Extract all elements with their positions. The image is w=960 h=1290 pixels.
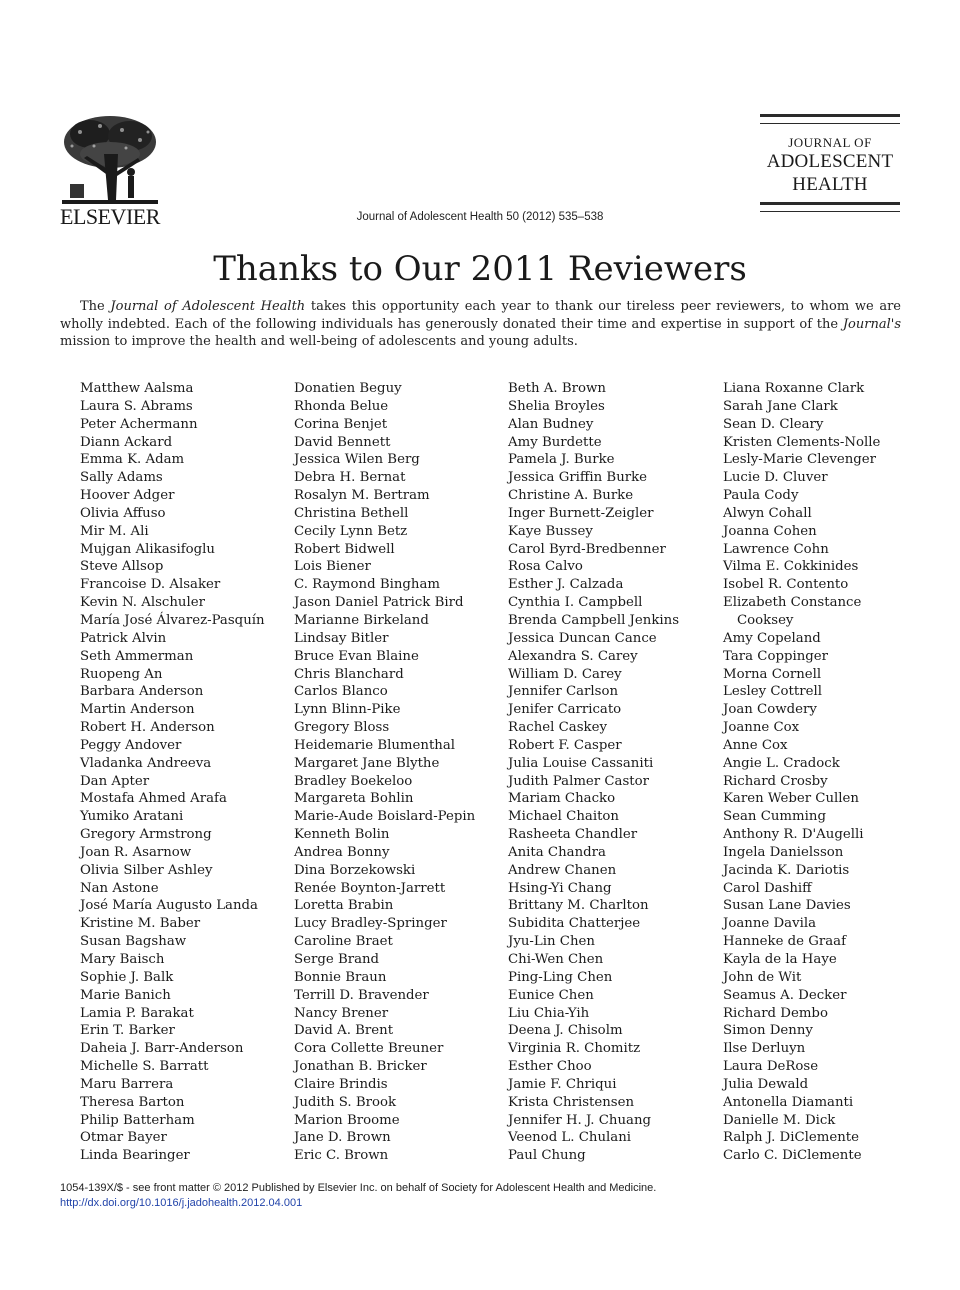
reviewer-name: Michelle S. Barratt — [80, 1059, 209, 1075]
reviewer-name: Sally Adams — [80, 470, 163, 486]
reviewer-name: Olivia Affuso — [80, 505, 166, 521]
reviewer-name: Renée Boynton-Jarrett — [294, 880, 446, 896]
reviewer-name: Francoise D. Alsaker — [80, 577, 221, 593]
reviewer-name: Lynn Blinn-Pike — [294, 702, 401, 718]
reviewer-name: Isobel R. Contento — [723, 577, 849, 593]
intro-journal-title: Journal of Adolescent Health — [110, 299, 306, 314]
reviewer-name: Otmar Bayer — [80, 1130, 167, 1146]
reviewer-name: Kristen Clements-Nolle — [723, 434, 881, 450]
reviewer-name: Paula Cody — [723, 488, 799, 504]
page-title: Thanks to Our 2011 Reviewers — [213, 249, 747, 289]
reviewer-name: Julia Dewald — [723, 1076, 809, 1092]
reviewer-name: Cynthia I. Campbell — [508, 595, 643, 611]
reviewer-name: Joanna Cohen — [723, 523, 817, 539]
reviewer-name: Robert H. Anderson — [80, 720, 215, 736]
reviewer-name: Anthony R. D'Augelli — [723, 827, 864, 843]
reviewer-name: Olivia Silber Ashley — [80, 862, 213, 878]
reviewer-name: Loretta Brabin — [294, 898, 394, 914]
reviewer-name: Cooksey — [737, 612, 794, 628]
reviewer-name: Martin Anderson — [80, 702, 195, 718]
reviewer-name: Sean D. Cleary — [723, 416, 824, 432]
masthead-line-2: ADOLESCENT — [766, 151, 894, 172]
reviewer-name: Yumiko Aratani — [80, 809, 184, 825]
reviewer-name: Joanne Cox — [723, 720, 800, 736]
reviewer-name: Nan Astone — [80, 880, 159, 896]
reviewer-name: Jamie F. Chriqui — [508, 1076, 617, 1092]
reviewer-name: Mujgan Alikasifoglu — [80, 541, 215, 557]
reviewer-name: Jenifer Carricato — [508, 702, 622, 718]
reviewer-name: Margareta Bohlin — [294, 791, 414, 807]
reviewer-name: Eunice Chen — [508, 987, 594, 1003]
reviewer-name: John de Wit — [723, 969, 802, 985]
reviewer-name: Ralph J. DiClemente — [723, 1130, 860, 1146]
reviewer-name: Jennifer H. J. Chuang — [508, 1112, 652, 1128]
reviewer-name: Shelia Broyles — [508, 398, 605, 414]
masthead-bottom-rule — [760, 202, 900, 212]
reviewer-name: Nancy Brener — [294, 1005, 389, 1021]
reviewer-name: Lindsay Bitler — [294, 630, 389, 646]
reviewer-name: Alexandra S. Carey — [508, 648, 638, 664]
reviewer-name: Susan Bagshaw — [80, 934, 187, 950]
reviewer-name: Gregory Armstrong — [80, 827, 212, 843]
reviewer-name: Philip Batterham — [80, 1112, 195, 1128]
reviewer-name: Cecily Lynn Betz — [294, 523, 408, 539]
reviewer-name: Maru Barrera — [80, 1076, 174, 1092]
reviewer-name: Barbara Anderson — [80, 684, 204, 700]
reviewer-name: Kayla de la Haye — [723, 952, 837, 967]
masthead-line-1: JOURNAL OF — [788, 135, 872, 150]
reviewer-name: Anita Chandra — [508, 844, 606, 860]
reviewer-name: Emma K. Adam — [80, 452, 185, 468]
reviewer-name: Serge Brand — [294, 952, 380, 967]
reviewer-name: Amy Burdette — [508, 434, 602, 450]
reviewer-name: Mary Baisch — [80, 952, 165, 967]
reviewer-name: Bonnie Braun — [294, 969, 387, 985]
reviewer-name: Marion Broome — [294, 1112, 400, 1128]
reviewer-name: Vladanka Andreeva — [80, 755, 212, 771]
reviewer-name: María José Álvarez-Pasquín — [80, 612, 265, 628]
reviewer-name: Jessica Duncan Cance — [508, 630, 657, 646]
reviewer-name: Marie-Aude Boislard-Pepin — [294, 809, 476, 825]
reviewer-name: Jacinda K. Dariotis — [723, 862, 850, 878]
reviewer-name: Lesly-Marie Clevenger — [723, 452, 877, 468]
reviewer-name: Jonathan B. Bricker — [294, 1059, 427, 1075]
elsevier-tree-logo-icon — [60, 114, 160, 206]
reviewer-name: Susan Lane Davies — [723, 898, 851, 914]
reviewer-name: Andrew Chanen — [508, 862, 617, 878]
reviewer-name: Kristine M. Baber — [80, 916, 201, 932]
reviewer-name: Amy Copeland — [723, 630, 821, 646]
reviewer-name: Judith Palmer Castor — [508, 773, 650, 789]
reviewer-name: Christina Bethell — [294, 505, 409, 521]
reviewer-name: Inger Burnett-Zeigler — [508, 505, 654, 521]
reviewer-name: Beth A. Brown — [508, 381, 606, 396]
reviewer-name: Rachel Caskey — [508, 720, 607, 736]
reviewer-name: Jessica Wilen Berg — [294, 452, 420, 468]
reviewer-name: Joan R. Asarnow — [80, 844, 192, 860]
reviewer-name: Peter Achermann — [80, 416, 198, 432]
reviewer-name: Marie Banich — [80, 987, 171, 1003]
reviewer-name: Bruce Evan Blaine — [294, 648, 419, 664]
masthead-line-3: HEALTH — [792, 174, 868, 195]
reviewer-name: Antonella Diamanti — [723, 1094, 854, 1110]
reviewer-name: Laura S. Abrams — [80, 398, 193, 414]
reviewer-name: Alan Budney — [508, 416, 594, 432]
reviewer-name: Cora Collette Breuner — [294, 1041, 444, 1057]
reviewer-name: Brittany M. Charlton — [508, 898, 649, 914]
reviewer-name: Sarah Jane Clark — [723, 398, 838, 414]
reviewer-name: Marianne Birkeland — [294, 612, 429, 628]
reviewer-name: Seamus A. Decker — [723, 987, 847, 1003]
reviewer-name: Mariam Chacko — [508, 791, 616, 807]
reviewer-name: Chris Blanchard — [294, 666, 404, 682]
reviewer-name: Hanneke de Graaf — [723, 934, 847, 950]
reviewer-name: Richard Crosby — [723, 773, 828, 789]
reviewer-name: Carol Dashiff — [723, 880, 812, 896]
intro-text-3: mission to improve the health and well-being of adolescents and young adults. — [60, 334, 578, 350]
reviewer-name: Kevin N. Alschuler — [80, 595, 205, 611]
reviewer-name: Liu Chia-Yih — [508, 1005, 590, 1021]
reviewer-name: Mostafa Ahmed Arafa — [80, 791, 227, 807]
reviewer-name: Margaret Jane Blythe — [294, 755, 440, 771]
reviewer-name: Robert Bidwell — [294, 541, 395, 557]
reviewer-name: Hsing-Yi Chang — [508, 880, 612, 896]
reviewer-name: Ruopeng An — [80, 666, 163, 682]
reviewer-name: Angie L. Cradock — [723, 755, 840, 771]
reviewer-name: Caroline Braet — [294, 934, 393, 950]
reviewer-name: Dan Apter — [80, 773, 150, 789]
reviewer-name: Robert F. Casper — [508, 737, 622, 753]
reviewer-name: Ingela Danielsson — [723, 844, 844, 860]
reviewer-name: Ping-Ling Chen — [508, 969, 613, 985]
reviewer-name: Hoover Adger — [80, 488, 175, 504]
journal-masthead — [760, 114, 900, 212]
reviewer-name: Daheia J. Barr-Anderson — [80, 1041, 244, 1057]
reviewer-name: Ilse Derluyn — [723, 1041, 806, 1057]
reviewer-name: Eric C. Brown — [294, 1148, 389, 1164]
reviewer-name: Gregory Bloss — [294, 720, 390, 736]
reviewer-name: Diann Ackard — [80, 434, 173, 450]
reviewer-column-2 — [294, 380, 504, 1165]
reviewer-name: Seth Ammerman — [80, 648, 194, 664]
reviewer-name: Lucie D. Cluver — [723, 470, 828, 486]
reviewer-name: Rosalyn M. Bertram — [294, 488, 430, 504]
reviewer-name: Sean Cumming — [723, 809, 826, 825]
reviewer-name: Joanne Davila — [723, 916, 817, 932]
reviewer-name: Lawrence Cohn — [723, 541, 829, 557]
reviewer-name: Carlos Blanco — [294, 684, 388, 700]
reviewer-name: Simon Denny — [723, 1023, 813, 1039]
reviewer-name: Claire Brindis — [294, 1076, 388, 1092]
reviewer-name: Joan Cowdery — [723, 702, 817, 718]
reviewer-column-4 — [723, 380, 923, 1165]
reviewer-name: Matthew Aalsma — [80, 381, 194, 396]
reviewer-name: Theresa Barton — [80, 1094, 185, 1110]
reviewer-name: David Bennett — [294, 434, 391, 450]
reviewer-name: Liana Roxanne Clark — [723, 381, 865, 396]
reviewer-name: C. Raymond Bingham — [294, 577, 441, 593]
reviewer-name: Subidita Chatterjee — [508, 916, 641, 932]
reviewer-name: Brenda Campbell Jenkins — [508, 612, 680, 628]
reviewer-name: Chi-Wen Chen — [508, 952, 604, 967]
reviewer-name: Heidemarie Blumenthal — [294, 737, 456, 753]
reviewer-name: Terrill D. Bravender — [294, 987, 429, 1003]
reviewer-name: Andrea Bonny — [294, 844, 390, 860]
reviewer-name: Lesley Cottrell — [723, 684, 822, 700]
reviewer-name: Julia Louise Cassaniti — [508, 755, 654, 771]
reviewer-name: José María Augusto Landa — [80, 898, 258, 914]
doi-link[interactable]: http://dx.doi.org/10.1016/j.jadohealth.2012.04.001 — [60, 1197, 303, 1209]
page-footer — [60, 1181, 920, 1211]
reviewer-name: Jennifer Carlson — [508, 684, 619, 700]
reviewer-name: Peggy Andover — [80, 737, 182, 753]
reviewer-name: Karen Weber Cullen — [723, 791, 859, 807]
reviewer-name: Michael Chaiton — [508, 809, 619, 825]
reviewer-name: Esther J. Calzada — [508, 577, 624, 593]
reviewer-column-1 — [80, 380, 285, 1165]
reviewer-name: Elizabeth Constance — [723, 595, 862, 611]
intro-text-2: takes this opportunity each year to thank our tireless peer reviewers, to whom we are wholly indebted. Each of the following individuals has generously donated their time and expertise in support of the — [60, 299, 901, 332]
reviewer-name: Jane D. Brown — [294, 1130, 391, 1146]
reviewer-name: Jessica Griffin Burke — [508, 470, 648, 486]
reviewer-name: Virginia R. Chomitz — [508, 1041, 641, 1057]
intro-paragraph — [60, 298, 901, 351]
reviewer-name: Carol Byrd-Bredbenner — [508, 541, 666, 557]
journal-citation: Journal of Adolescent Health 50 (2012) 535–538 — [356, 211, 604, 223]
reviewer-column-3 — [508, 380, 718, 1165]
reviewer-name: Linda Bearinger — [80, 1148, 190, 1164]
reviewer-name: Carlo C. DiClemente — [723, 1148, 862, 1164]
reviewer-name: Dina Borzekowski — [294, 862, 416, 878]
reviewer-name: Esther Choo — [508, 1059, 592, 1075]
reviewer-name: Anne Cox — [723, 737, 788, 753]
reviewer-name: Alwyn Cohall — [723, 505, 812, 521]
reviewer-name: David A. Brent — [294, 1023, 394, 1039]
reviewer-name: Kenneth Bolin — [294, 827, 390, 843]
reviewer-name: Rasheeta Chandler — [508, 827, 638, 843]
reviewer-name: Lamia P. Barakat — [80, 1005, 194, 1021]
reviewer-name: Judith S. Brook — [294, 1094, 397, 1110]
reviewer-name: Christine A. Burke — [508, 488, 634, 504]
reviewer-name: Lucy Bradley-Springer — [294, 916, 447, 932]
reviewer-name: Patrick Alvin — [80, 630, 167, 646]
reviewer-name: Corina Benjet — [294, 416, 388, 432]
reviewer-name: Mir M. Ali — [80, 523, 149, 539]
reviewer-name: Tara Coppinger — [723, 648, 829, 664]
reviewer-name: Sophie J. Balk — [80, 969, 174, 985]
publisher-name: ELSEVIER — [60, 204, 160, 229]
reviewer-name: Danielle M. Dick — [723, 1112, 836, 1128]
reviewer-name: Erin T. Barker — [80, 1023, 175, 1039]
reviewer-name: Paul Chung — [508, 1148, 586, 1164]
reviewer-name: Vilma E. Cokkinides — [723, 559, 859, 575]
reviewer-name: Debra H. Bernat — [294, 470, 406, 486]
reviewer-name: Jason Daniel Patrick Bird — [294, 595, 464, 611]
reviewer-name: Deena J. Chisolm — [508, 1023, 623, 1039]
reviewer-name: Donatien Beguy — [294, 381, 402, 396]
reviewer-name: Rhonda Belue — [294, 398, 389, 414]
reviewer-name: William D. Carey — [508, 666, 622, 682]
reviewer-name: Pamela J. Burke — [508, 452, 615, 468]
front-matter-note: 1054-139X/$ - see front matter © 2012 Published by Elsevier Inc. on behalf of Society for Adolescent Health and Medicine. — [60, 1182, 657, 1194]
reviewer-name: Lois Biener — [294, 559, 371, 575]
reviewer-name: Steve Allsop — [80, 559, 164, 575]
reviewer-name: Krista Christensen — [508, 1094, 635, 1110]
reviewer-name: Morna Cornell — [723, 666, 822, 682]
intro-text-1: The — [80, 299, 111, 314]
reviewer-name: Laura DeRose — [723, 1059, 819, 1075]
reviewer-name: Richard Dembo — [723, 1005, 828, 1021]
reviewer-name: Jyu-Lin Chen — [508, 934, 595, 950]
intro-journals-word: Journal's — [842, 316, 901, 332]
reviewer-name: Veenod L. Chulani — [508, 1130, 632, 1146]
reviewer-name: Rosa Calvo — [508, 559, 583, 575]
reviewer-name: Kaye Bussey — [508, 523, 593, 539]
masthead-top-rule — [760, 114, 900, 124]
reviewer-name: Bradley Boekeloo — [294, 773, 413, 789]
